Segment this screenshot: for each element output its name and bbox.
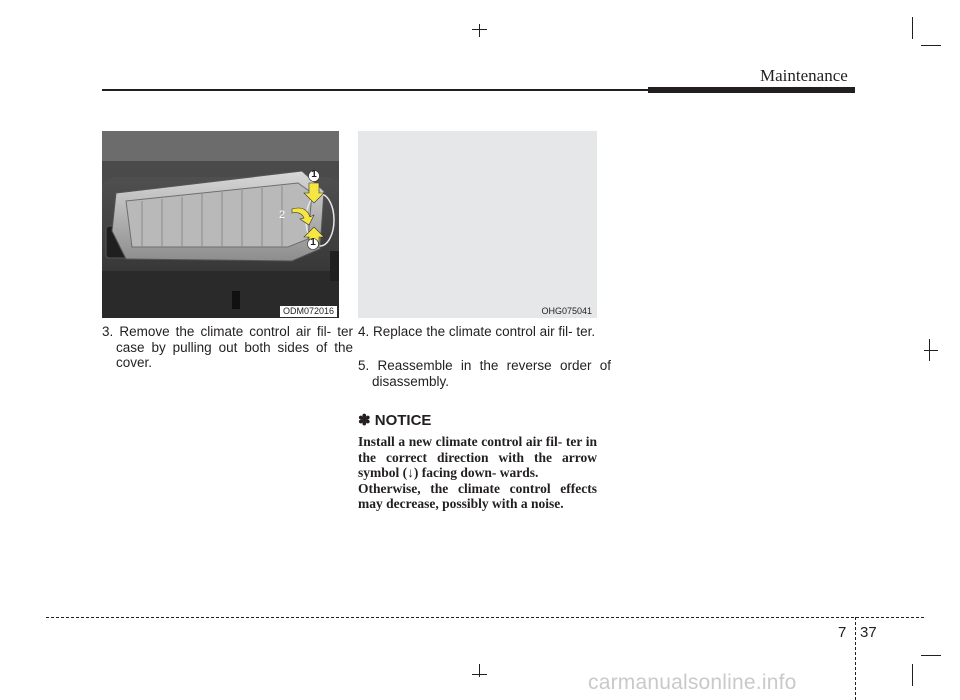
chapter-number: 7 [838, 624, 847, 641]
step-number: 5. [358, 358, 370, 373]
step-number: 4. [358, 324, 370, 339]
crop-mark-top-right-horizontal [921, 45, 941, 46]
step-text: Reassemble in the reverse order of disassembly. [372, 358, 611, 389]
crop-mark-bottom-right-horizontal [921, 655, 941, 656]
crop-mark-bottom-right-vertical [912, 664, 913, 686]
section-title: Maintenance [760, 66, 848, 85]
step-5 [358, 358, 611, 389]
callout-label-1-top: 1 [311, 169, 317, 180]
figure-code: OHG075041 [541, 306, 592, 316]
step-text: Replace the climate control air fil- ter. [373, 324, 596, 339]
watermark: carmanualsonline.info [588, 671, 797, 694]
figure-filter-case-photo [102, 131, 339, 318]
callout-arrows [102, 131, 339, 318]
crop-mark-bottom-vertical [479, 664, 480, 677]
crop-mark-right-horizontal [924, 350, 938, 351]
step-number: 3. [102, 324, 114, 339]
crop-mark-top-horizontal [472, 29, 487, 30]
notice-body [358, 434, 597, 512]
figure-code: ODM072016 [280, 306, 337, 317]
notice-symbol-icon: ✽ [358, 412, 371, 429]
step-3 [102, 324, 353, 371]
header-bar [648, 87, 855, 93]
callout-label-2: 2 [279, 209, 286, 221]
header-rule [102, 89, 648, 91]
callout-label-1-bottom: 1 [310, 237, 316, 248]
notice-paragraph-1 [358, 434, 597, 481]
notice-heading [358, 411, 431, 429]
crop-mark-top-vertical [479, 24, 480, 37]
page-number: 37 [860, 624, 877, 641]
down-arrow-icon: ↓ [407, 465, 414, 480]
step-text: Remove the climate control air fil- ter case by pulling out both sides of the cover. [116, 324, 353, 370]
notice-paragraph-2: Otherwise, the climate control effects may decrease, possibly with a noise. [358, 480, 597, 511]
step-4 [358, 324, 611, 340]
footer-rule [46, 617, 924, 618]
footer-divider [855, 617, 856, 700]
notice-text: Install a new climate control air fil- ter in the correct direction with the arrow symbol ( [358, 434, 597, 480]
notice-title: NOTICE [374, 412, 432, 429]
notice-text: ) facing down- wards. [413, 465, 539, 480]
crop-mark-bottom-horizontal [472, 674, 487, 675]
figure-blank [358, 131, 597, 318]
crop-mark-top-right-vertical [912, 17, 913, 39]
